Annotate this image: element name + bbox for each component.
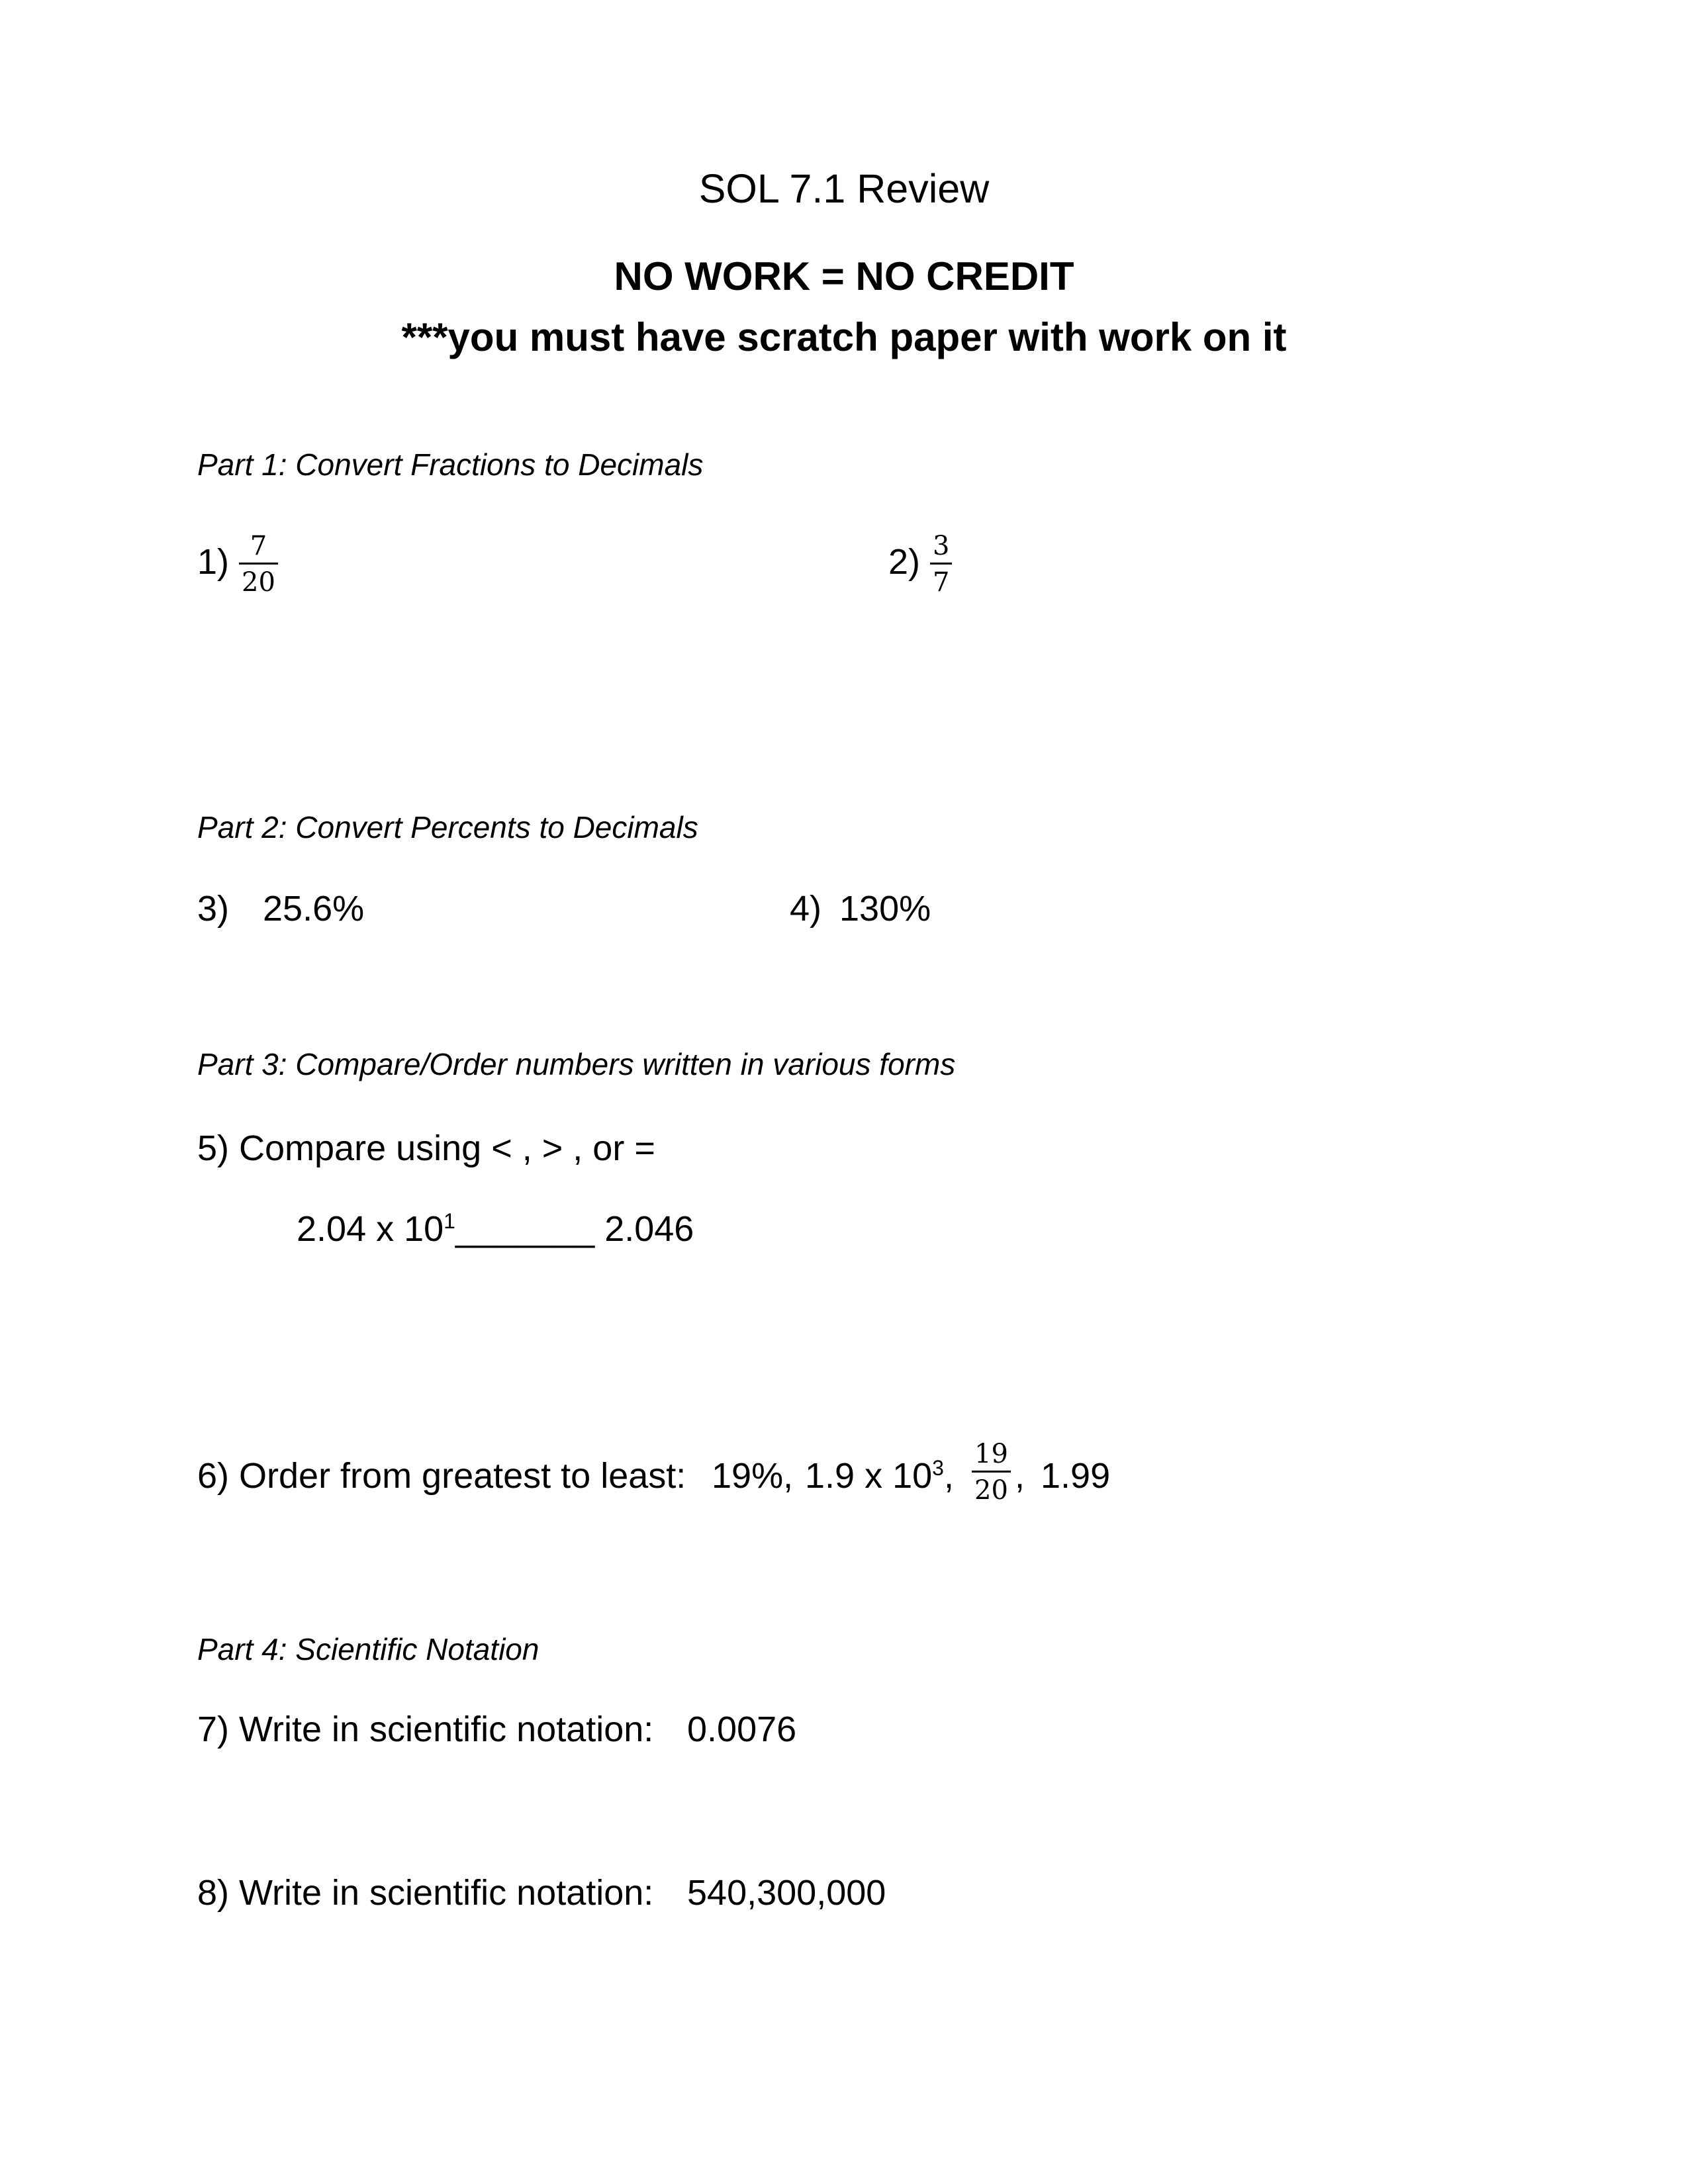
question-6-fraction: [972, 1439, 1011, 1506]
question-6-item-sci-base: 1.9 x 10: [805, 1456, 933, 1496]
page-title: SOL 7.1 Review: [698, 166, 990, 211]
question-1-numerator: 7: [239, 531, 278, 565]
question-8-value: 540,300,000: [687, 1873, 886, 1913]
question-7-value: 0.0076: [687, 1709, 797, 1749]
question-5-answer-blank: _______: [455, 1209, 595, 1249]
question-2-label: 2): [888, 541, 921, 582]
question-6-item-percent: 19%,: [712, 1456, 794, 1496]
part2-heading: Part 2: Convert Percents to Decimals: [197, 810, 698, 844]
question-6-denominator: 20: [974, 1475, 1008, 1506]
question-4-label: 4): [790, 889, 822, 929]
question-5-left-base: 2.04 x 10: [297, 1209, 444, 1249]
question-6-item-sci-exponent: 3: [932, 1456, 944, 1480]
question-2-fraction: [930, 531, 952, 598]
question-5-right-value: 2.046: [594, 1209, 694, 1249]
question-6-items: [712, 1453, 793, 1499]
question-6-item-fraction: [972, 1439, 1011, 1506]
question-2: [888, 531, 952, 598]
no-work-warning: NO WORK = NO CREDIT: [614, 254, 1074, 298]
question-3-value: 25.6%: [263, 889, 365, 929]
question-6-item-sci: [805, 1453, 954, 1499]
question-1: [197, 531, 278, 598]
question-2-denominator: 7: [933, 567, 950, 598]
question-7-prompt: 7) Write in scientific notation:: [197, 1709, 654, 1749]
part4-heading: Part 4: Scientific Notation: [197, 1632, 539, 1666]
question-4-value: 130%: [839, 889, 931, 929]
question-6-numerator: 19: [972, 1439, 1011, 1473]
question-5-comparison: [297, 1206, 694, 1252]
question-6-prompt: 6) Order from greatest to least:: [197, 1456, 686, 1496]
question-1-denominator: 20: [242, 567, 275, 598]
question-1-label: 1): [197, 541, 230, 582]
question-1-fraction: [239, 531, 278, 598]
question-8-prompt: 8) Write in scientific notation:: [197, 1873, 654, 1913]
question-6-item-decimal: 1.99: [1041, 1456, 1111, 1496]
scratch-paper-instruction: ***you must have scratch paper with work on it: [401, 315, 1287, 359]
part3-heading: Part 3: Compare/Order numbers written in various forms: [197, 1047, 956, 1081]
question-5-prompt: 5) Compare using < , > , or =: [197, 1128, 655, 1168]
question-5-left-exponent: 1: [444, 1209, 455, 1233]
question-3-label: 3): [197, 889, 230, 929]
question-6-item-sci-separator: ,: [943, 1456, 954, 1496]
question-6-fraction-separator: ,: [1015, 1456, 1025, 1496]
question-2-numerator: 3: [930, 531, 952, 565]
part1-heading: Part 1: Convert Fractions to Decimals: [197, 447, 704, 482]
